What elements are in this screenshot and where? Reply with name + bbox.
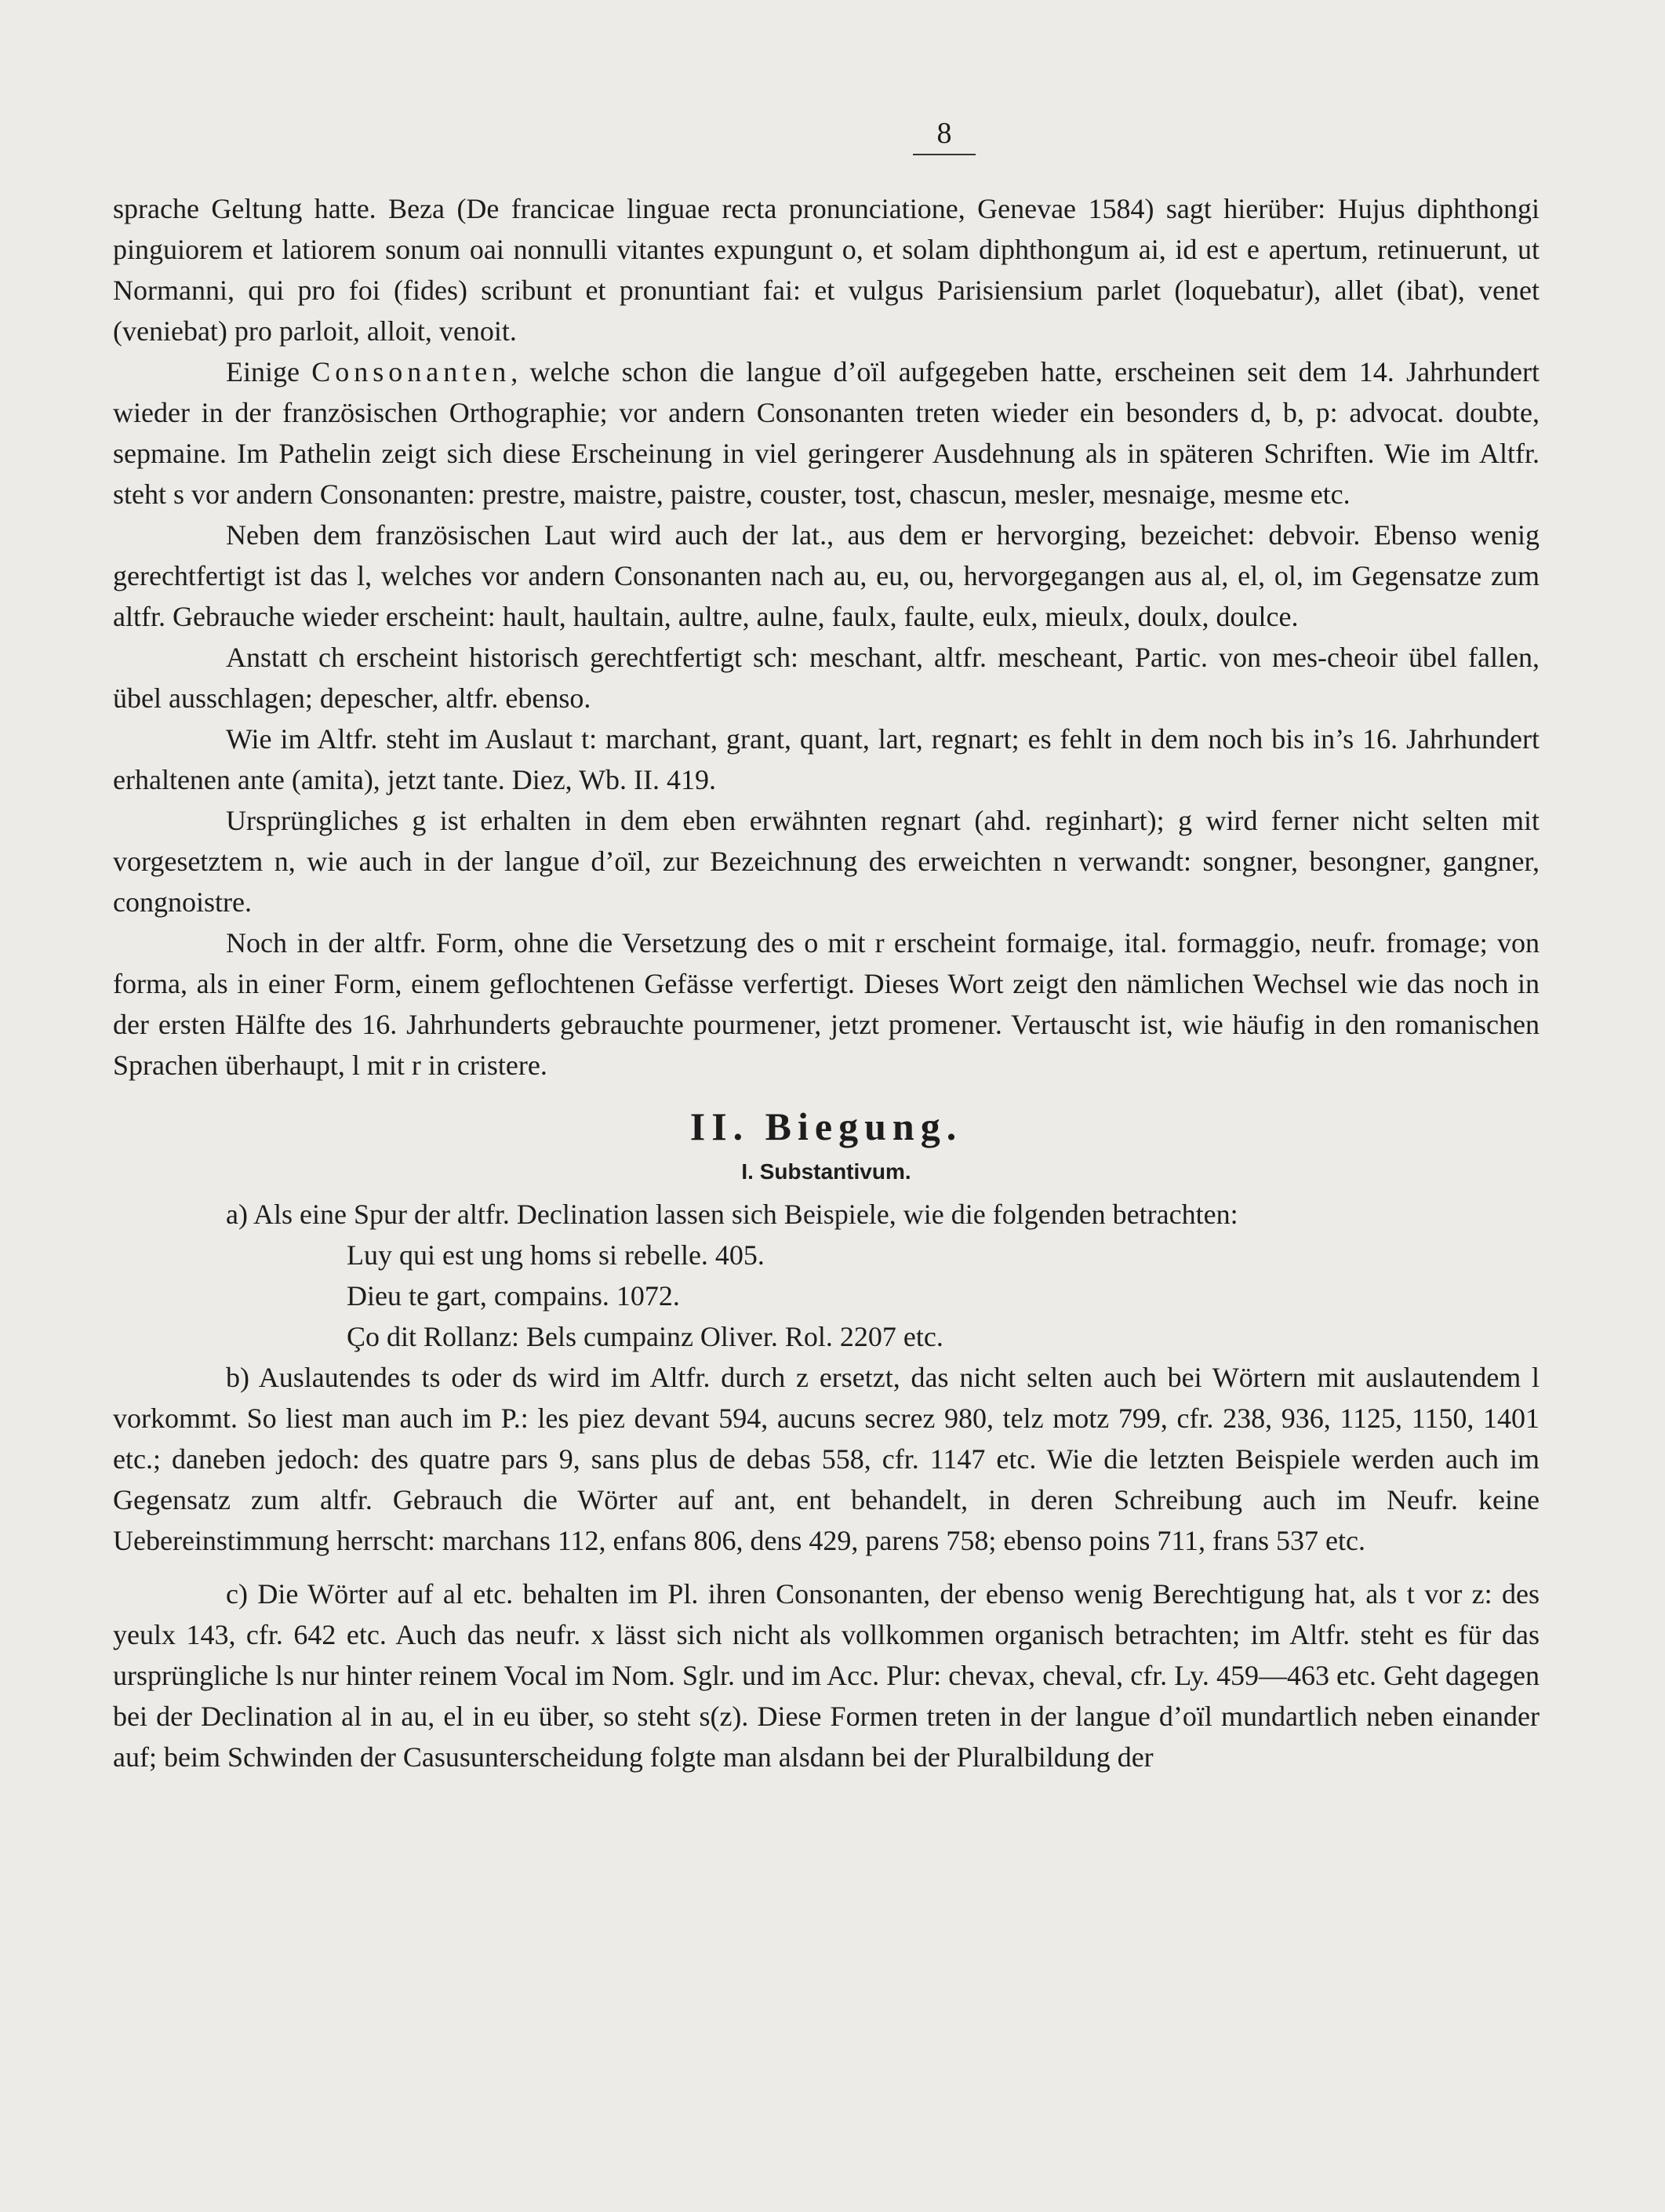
subsection-heading: I. Substantivum. xyxy=(741,1159,911,1184)
paragraph-1: sprache Geltung hatte. Beza (De francicae linguae recta pronunciatione, Genevae 1584) sagt hierüber: Hujus diphthongi pinguiorem et latiorem sonum oai nonnulli vitantes expungunt o, et solam diphthongum ai, id est e apertum, retinuerunt, ut Normanni, qui pro foi (fides) scribunt et pronuntiant fai: et vulgus Parisiensium parlet (loquebatur), allet (ibat), venet (veniebat) pro parloit, alloit, venoit. xyxy=(113,193,1540,347)
item-a-intro: a) Als eine Spur der altfr. Declination lassen sich Beispiele, wie die folgenden betrachten: xyxy=(226,1199,1238,1230)
spacer xyxy=(113,1561,1540,1574)
verse-line: Luy qui est ung homs si rebelle. 405. xyxy=(347,1239,765,1271)
paragraph-5: Wie im Altfr. steht im Auslaut t: marchant, grant, quant, lart, regnart; es fehlt in dem noch bis in’s 16. Jahrhundert erhaltenen ante (amita), jetzt tante. Diez, Wb. II. 419. xyxy=(113,723,1540,795)
paragraph-2-rest: , welche schon die langue d’oïl aufgegeben hatte, erscheinen seit dem 14. Jahrhundert wieder in der französischen Orthographie; vor andern Consonanten treten wieder ein besonders d, b, p: advocat. doubte, sepmaine. Im Pathelin zeigt sich diese Erscheinung in viel geringerer Ausdehnung als in späteren Schriften. Wie im Altfr. steht s vor andern Consonanten: prestre, maistre, paistre, couster, tost, chascun, mesler, mesnaige, mesme etc. xyxy=(113,356,1540,510)
verse-line: Dieu te gart, compains. 1072. xyxy=(347,1280,680,1312)
paragraph-2-spaced-term: Consonanten xyxy=(311,356,511,387)
paragraph-6: Ursprüngliches g ist erhalten in dem eben erwähnten regnart (ahd. reginhart); g wird ferner nicht selten mit vorgesetztem n, wie auch in der langue d’oïl, zur Bezeichnung des erweichten n verwandt: songner, besongner, gangner, congnoistre. xyxy=(113,805,1540,918)
paragraph-4: Anstatt ch erscheint historisch gerechtfertigt sch: meschant, altfr. mescheant, Partic. von mes-cheoir übel fallen, übel ausschlagen; depescher, altfr. ebenso. xyxy=(113,642,1540,714)
item-c: c) Die Wörter auf al etc. behalten im Pl. ihren Consonanten, der ebenso wenig Berechtigung hat, als t vor z: des yeulx 143, cfr. 642 etc. Auch das neufr. x lässt sich nicht als vollkommen organisch betrachten; im Altfr. steht es für das ursprüngliche ls nur hinter reinem Vocal im Nom. Sglr. und im Acc. Plur: chevax, cheval, cfr. Ly. 459—463 etc. Geht dagegen bei der Declination al in au, el in eu über, so steht s(z). Diese Formen treten in der langue d’oïl mundartlich neben einander auf; beim Schwinden der Casusunterscheidung folgte man alsdann bei der Pluralbildung der xyxy=(113,1578,1540,1773)
paragraph-7: Noch in der altfr. Form, ohne die Versetzung des o mit r erscheint formaige, ital. formaggio, neufr. fromage; von forma, als in einer Form, einem geflochtenen Gefässe verfertigt. Dieses Wort zeigt den nämlichen Wechsel wie das noch in der ersten Hälfte des 16. Jahrhunderts gebrauchte pourmener, jetzt promener. Vertauscht ist, wie häufig in den romanischen Sprachen überhaupt, l mit r in cristere. xyxy=(113,927,1540,1081)
verse-line: Ço dit Rollanz: Bels cumpainz Oliver. Rol. 2207 etc. xyxy=(347,1321,943,1352)
item-b: b) Auslautendes ts oder ds wird im Altfr. durch z ersetzt, das nicht selten auch bei Wörtern mit auslautendem l vorkommt. So liest man auch im P.: les piez devant 594, aucuns secrez 980, telz motz 799, cfr. 238, 936, 1125, 1150, 1401 etc.; daneben jedoch: des quatre pars 9, sans plus de debas 558, cfr. 1147 etc. Wie die letzten Beispiele werden auch im Gegensatz zum altfr. Gebrauch die Wörter auf ant, ent behandelt, in deren Schreibung auch im Neufr. keine Uebereinstimmung herrscht: marchans 112, enfans 806, dens 429, parens 758; ebenso poins 711, frans 537 etc. xyxy=(113,1362,1540,1556)
section-heading: II. Biegung. xyxy=(689,1104,963,1148)
paragraph-3: Neben dem französischen Laut wird auch der lat., aus dem er hervorging, bezeichet: debvoir. Ebenso wenig gerechtfertigt ist das l, welches vor andern Consonanten nach au, eu, ou, hervorgegangen aus al, el, ol, im Gegensatze zum altfr. Gebrauche wieder erscheint: hault, haultain, aultre, aulne, faulx, faulte, eulx, mieulx, doulx, doulce. xyxy=(113,519,1540,632)
paragraph-2 xyxy=(113,351,1540,515)
paragraph-2-lead: Einige xyxy=(226,356,300,387)
page-number: 8 xyxy=(913,118,976,155)
